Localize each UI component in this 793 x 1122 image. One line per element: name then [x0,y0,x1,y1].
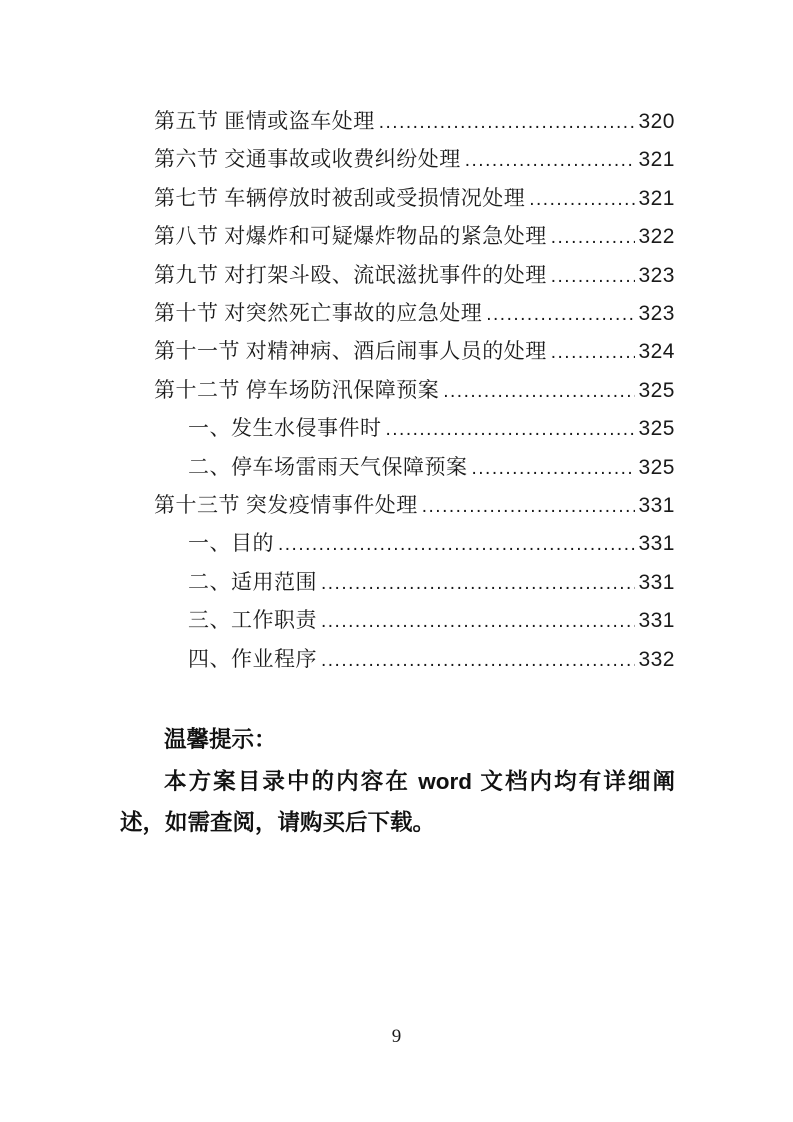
toc-entry[interactable] [120,602,675,640]
toc-entry-label: 第八节 对爆炸和可疑爆炸物品的紧急处理 [154,224,547,249]
toc-entry-page: 321 [638,148,675,172]
toc-entry-label: 二、适用范围 [188,569,317,594]
toc-entry-label: 第十三节 突发疫情事件处理 [154,493,418,518]
toc-entry[interactable] [120,525,675,563]
toc-entry-page: 324 [638,340,675,364]
toc-entry-label: 第十一节 对精神病、酒后闹事人员的处理 [154,339,547,364]
toc-entry[interactable] [120,103,675,141]
toc-leader-dots [422,487,636,525]
toc-entry[interactable] [120,218,675,256]
toc-entry-label: 四、作业程序 [188,646,317,671]
toc-entry-label: 二、停车场雷雨天气保障预案 [188,454,468,479]
toc-entry-page: 320 [638,110,675,133]
toc-entry[interactable] [120,449,675,487]
toc-entry-label: 第七节 车辆停放时被刮或受损情况处理 [154,185,526,210]
toc-entry-page: 331 [638,532,675,556]
toc-entry-label: 一、发生水侵事件时 [188,416,382,441]
notice-title: 温馨提示： [164,727,277,753]
toc-entry-label: 第十二节 停车场防汛保障预案 [154,377,440,402]
toc-entry-label: 一、目的 [188,531,274,556]
toc-leader-dots [551,218,636,256]
toc-leader-dots [278,525,635,563]
toc-leader-dots [321,564,635,602]
toc-entry-page: 332 [638,647,675,671]
toc-entry-page: 321 [638,186,675,210]
toc-entry[interactable] [120,257,675,295]
toc-entry-label: 第十节 对突然死亡事故的应急处理 [154,301,483,326]
toc-entry[interactable] [120,564,675,602]
toc-entry-page: 323 [638,263,675,287]
toc-entry[interactable] [120,295,675,333]
toc-leader-dots [529,180,635,218]
page-number: 9 [391,1026,402,1047]
toc-entry-page: 325 [638,417,675,441]
table-of-contents [120,103,675,679]
toc-entry-label: 第五节 匪情或盗车处理 [154,109,375,133]
toc-entry[interactable] [120,487,675,525]
toc-entry-label: 第九节 对打架斗殴、流氓滋扰事件的处理 [154,262,547,287]
toc-entry-page: 331 [638,494,675,518]
notice-body: 本方案目录中的内容在 word 文档内均有详细阐述，如需查阅，请购买后下载。 [120,769,675,836]
toc-entry-page: 325 [638,378,675,402]
toc-leader-dots [379,103,636,141]
notice-section [120,719,675,843]
toc-leader-dots [443,372,635,410]
toc-entry[interactable] [120,333,675,371]
toc-entry-page: 331 [638,609,675,633]
toc-entry[interactable] [120,372,675,410]
toc-leader-dots [321,641,635,679]
toc-entry-page: 323 [638,302,675,326]
toc-entry-page: 331 [638,570,675,594]
toc-entry-page: 325 [638,455,675,479]
toc-leader-dots [551,333,636,371]
toc-entry[interactable] [120,141,675,179]
toc-leader-dots [321,602,635,640]
toc-leader-dots [486,295,635,333]
toc-entry[interactable] [120,641,675,679]
toc-leader-dots [465,141,636,179]
page-content [120,103,675,843]
toc-entry[interactable] [120,180,675,218]
toc-leader-dots [472,449,636,487]
toc-entry-page: 322 [638,225,675,249]
toc-entry-label: 第六节 交通事故或收费纠纷处理 [154,147,461,172]
toc-entry-label: 三、工作职责 [188,608,317,633]
toc-entry[interactable] [120,410,675,448]
toc-leader-dots [386,410,636,448]
toc-leader-dots [551,257,636,295]
